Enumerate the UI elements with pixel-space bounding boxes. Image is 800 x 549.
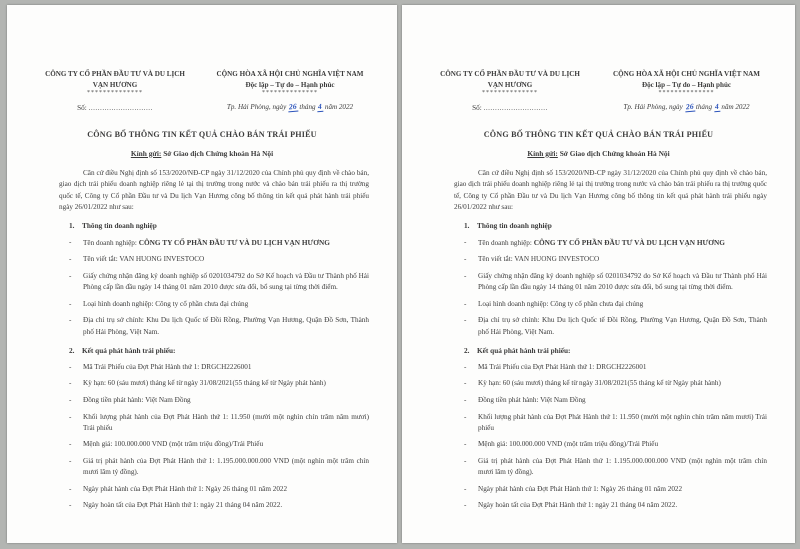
bullet-dash: - <box>464 501 467 510</box>
bullet-dash: - <box>464 484 467 493</box>
intro-paragraph: Căn cứ điều Nghị định số 153/2020/NĐ-CP ngày 31/12/2020 của Chính phủ quy định về chào bán, giao dịch trái phiếu doanh nghiệp riêng lẻ tại thị trường trong nước và chào bán trái phiếu ra thị trường quốc tế, Công ty Cổ phần Đầu tư và Du lịch Vạn Hương công bố thông tin kết quả phát hành trái phiếu ngày 26/01/2022 như sau: <box>59 169 369 211</box>
company-block <box>430 69 590 114</box>
list-item: - Mã Trái Phiếu của Đợt Phát Hành thứ 1: DRGCH2226001 <box>69 362 369 373</box>
separator-stars: ************** <box>262 90 318 97</box>
bullet-dash: - <box>69 440 72 449</box>
list-item: - Ngày phát hành của Đợt Phát Hành thứ 1: Ngày 26 tháng 01 năm 2022 <box>69 484 369 495</box>
list-item: - Đồng tiền phát hành: Việt Nam Đồng <box>464 395 767 406</box>
document-title: CÔNG BỐ THÔNG TIN KẾT QUẢ CHÀO BÁN TRÁI PHIẾU <box>483 130 714 140</box>
list-item: - Kỳ hạn: 60 (sáu mươi) tháng kể từ ngày 31/08/2021(55 tháng kể từ Ngày phát hành) <box>464 378 767 389</box>
bullet-dash: - <box>69 501 72 510</box>
so-dotted-line: ............................ <box>88 104 153 113</box>
bullet-dash: - <box>69 299 72 308</box>
salutation <box>402 148 795 159</box>
national-line1: CỘNG HÒA XÃ HỘI CHỦ NGHĨA VIỆT NAM <box>216 70 364 78</box>
bullet-dash: - <box>464 237 467 246</box>
bullet-dash: - <box>464 456 467 465</box>
list-item: - Ngày hoàn tất của Đợt Phát Hành thứ 1: ngày 21 tháng 04 năm 2022. <box>464 500 767 511</box>
document-page-right <box>402 5 795 543</box>
bullet-dash: - <box>464 395 467 404</box>
section1-number: 1. <box>464 220 470 230</box>
national-motto-block <box>195 69 385 114</box>
separator-stars: ************** <box>87 90 143 97</box>
bullet-dash: - <box>69 237 72 246</box>
list-item <box>464 237 767 249</box>
handwritten-day: 26 <box>685 101 694 112</box>
section2-title: Kết quả phát hành trái phiếu: <box>82 345 176 355</box>
bullet-dash: - <box>464 379 467 388</box>
company-block <box>35 69 195 114</box>
list-item: - Địa chỉ trụ sở chính: Khu Du lịch Quốc tế Đồi Rồng, Phường Vạn Hương, Quận Đồ Sơn, Thành phố Hải Phòng, Việt Nam. <box>69 315 369 337</box>
list-item: - Mệnh giá: 100.000.000 VND (một trăm triệu đồng)/Trái Phiếu <box>69 439 369 450</box>
section2-number: 2. <box>69 345 75 355</box>
list-item: - Mã Trái Phiếu của Đợt Phát Hành thứ 1: DRGCH2226001 <box>464 362 767 373</box>
bullet-dash: - <box>464 299 467 308</box>
list-item: - Khối lượng phát hành của Đợt Phát Hành thứ 1: 11.950 (mười một nghìn chín trăm năm mươi) Trái phiếu <box>464 412 767 434</box>
list-item: - Giấy chứng nhận đăng ký doanh nghiệp số 0201034792 do Sở Kế hoạch và Đầu tư Thành phố Hải Phòng cấp lần đầu ngày 14 tháng 01 năm 2010 được sửa đổi, bổ sung tại từng thời điểm. <box>464 271 767 293</box>
section1-number: 1. <box>69 220 75 230</box>
list-item: - Kỳ hạn: 60 (sáu mươi) tháng kể từ ngày 31/08/2021(55 tháng kể từ Ngày phát hành) <box>69 378 369 389</box>
item-company-bold: CÔNG TY CỔ PHẦN ĐẦU TƯ VÀ DU LỊCH VẠN HƯƠNG <box>533 237 725 247</box>
list-item: - Địa chỉ trụ sở chính: Khu Du lịch Quốc tế Đồi Rồng, Phường Vạn Hương, Quận Đồ Sơn, Thành phố Hải Phòng, Việt Nam. <box>464 315 767 337</box>
date-mid: tháng <box>297 103 318 112</box>
national-line1: CỘNG HÒA XÃ HỘI CHỦ NGHĨA VIỆT NAM <box>613 70 760 78</box>
document-page-left <box>7 5 397 543</box>
section2-heading <box>69 345 369 356</box>
bullet-dash: - <box>69 484 72 493</box>
separator-stars: ************** <box>658 90 715 97</box>
national-line2: Độc lập – Tự do – Hạnh phúc <box>245 80 335 89</box>
bullet-dash: - <box>464 412 467 421</box>
company-name-line1: CÔNG TY CỔ PHẦN ĐẦU TƯ VÀ DU LỊCH <box>45 70 185 78</box>
bullet-dash: - <box>69 395 72 404</box>
bullet-dash: - <box>69 255 72 264</box>
bullet-dash: - <box>464 316 467 325</box>
date-mid: tháng <box>694 103 714 112</box>
date-line <box>195 102 385 113</box>
list-item: - Tên viết tắt: VAN HUONG INVESTOCO <box>69 254 369 265</box>
section2-heading <box>464 345 767 356</box>
item-prefix: Tên doanh nghiệp: <box>83 238 139 247</box>
section1-title: Thông tin doanh nghiệp <box>82 220 157 230</box>
item-prefix: Tên doanh nghiệp: <box>478 238 534 247</box>
bullet-dash: - <box>69 362 72 371</box>
salutation-recipient: Sở Giao dịch Chứng khoán Hà Nội <box>557 148 670 158</box>
document-number-line <box>430 103 590 114</box>
page-header <box>35 69 385 114</box>
page-header <box>430 69 783 114</box>
company-name-line1: CÔNG TY CỔ PHẦN ĐẦU TƯ VÀ DU LỊCH <box>440 70 580 78</box>
list-item: - Giấy chứng nhận đăng ký doanh nghiệp số 0201034792 do Sở Kế hoạch và Đầu tư Thành phố Hải Phòng cấp lần đầu ngày 14 tháng 01 năm 2010 được sửa đổi, bổ sung tại từng thời điểm. <box>69 271 369 293</box>
list-item: - Loại hình doanh nghiệp: Công ty cổ phần chưa đại chúng <box>464 299 767 310</box>
list-item: - Loại hình doanh nghiệp: Công ty cổ phần chưa đại chúng <box>69 299 369 310</box>
bullet-dash: - <box>69 271 72 280</box>
so-label: Số: <box>77 104 87 113</box>
salutation <box>7 148 397 159</box>
separator-stars: ************** <box>482 90 538 97</box>
handwritten-month: 4 <box>714 101 719 112</box>
national-line2: Độc lập – Tự do – Hạnh phúc <box>641 80 732 89</box>
section1-title: Thông tin doanh nghiệp <box>477 220 552 230</box>
date-suffix: năm 2022 <box>719 103 750 112</box>
list-item: - Giá trị phát hành của Đợt Phát Hành thứ 1: 1.195.000.000.000 VND (một nghìn một trăm chín mươi lăm tỷ đồng). <box>464 456 767 478</box>
section1-heading <box>69 220 369 231</box>
list-item: - Giá trị phát hành của Đợt Phát Hành thứ 1: 1.195.000.000.000 VND (một nghìn một trăm chín mươi lăm tỷ đồng). <box>69 456 369 478</box>
company-name-line2: VẠN HƯƠNG <box>92 80 138 89</box>
salutation-label: Kính gửi: <box>130 148 162 158</box>
so-dotted-line: ............................ <box>483 104 548 113</box>
date-line <box>590 102 783 113</box>
bullet-dash: - <box>464 255 467 264</box>
bullet-dash: - <box>464 440 467 449</box>
bullet-dash: - <box>69 412 72 421</box>
list-item: - Khối lượng phát hành của Đợt Phát Hành thứ 1: 11.950 (mười một nghìn chín trăm năm mươi) Trái phiếu <box>69 412 369 434</box>
date-prefix: Tp. Hải Phòng, ngày <box>623 103 685 112</box>
section1-heading <box>464 220 767 231</box>
company-name-line2: VẠN HƯƠNG <box>487 80 533 89</box>
handwritten-month: 4 <box>317 101 323 112</box>
document-title: CÔNG BỐ THÔNG TIN KẾT QUẢ CHÀO BÁN TRÁI PHIẾU <box>87 130 317 140</box>
list-item: - Đồng tiền phát hành: Việt Nam Đồng <box>69 395 369 406</box>
bullet-dash: - <box>69 379 72 388</box>
bullet-dash: - <box>69 316 72 325</box>
list-item: - Ngày phát hành của Đợt Phát Hành thứ 1: Ngày 26 tháng 01 năm 2022 <box>464 484 767 495</box>
date-suffix: năm 2022 <box>323 103 354 112</box>
item-company-bold: CÔNG TY CỔ PHẦN ĐẦU TƯ VÀ DU LỊCH VẠN HƯƠNG <box>138 237 330 247</box>
bullet-dash: - <box>464 271 467 280</box>
list-item: - Tên viết tắt: VAN HUONG INVESTOCO <box>464 254 767 265</box>
bullet-dash: - <box>464 362 467 371</box>
so-label: Số: <box>472 104 482 113</box>
intro-paragraph: Căn cứ điều Nghị định số 153/2020/NĐ-CP ngày 31/12/2020 của Chính phủ quy định về chào bán, giao dịch trái phiếu doanh nghiệp riêng lẻ tại thị trường trong nước và chào bán trái phiếu ra thị trường quốc tế, Công ty Cổ phần Đầu tư và Du lịch Vạn Hương công bố thông tin kết quả phát hành trái phiếu ngày 26/01/2022 như sau: <box>454 169 767 211</box>
list-item: - Mệnh giá: 100.000.000 VND (một trăm triệu đồng)/Trái Phiếu <box>464 439 767 450</box>
document-number-line <box>35 103 195 114</box>
list-item <box>69 237 369 249</box>
salutation-label: Kính gửi: <box>527 148 558 158</box>
salutation-recipient: Sở Giao dịch Chứng khoán Hà Nội <box>161 148 274 158</box>
list-item: - Ngày hoàn tất của Đợt Phát Hành thứ 1: ngày 21 tháng 04 năm 2022. <box>69 500 369 511</box>
national-motto-block <box>590 69 783 114</box>
section2-title: Kết quả phát hành trái phiếu: <box>477 345 571 355</box>
section2-number: 2. <box>464 345 470 355</box>
date-prefix: Tp. Hải Phòng, ngày <box>226 103 289 112</box>
handwritten-day: 26 <box>288 101 297 112</box>
bullet-dash: - <box>69 456 72 465</box>
